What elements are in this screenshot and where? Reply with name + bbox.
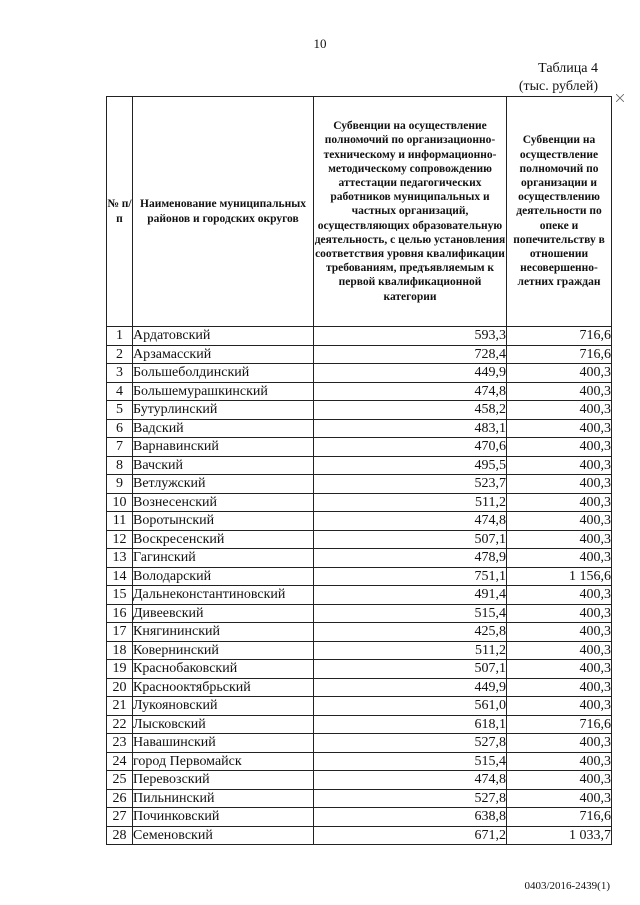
row-number: 20 — [107, 678, 133, 697]
table-row — [107, 734, 612, 753]
row-number: 16 — [107, 604, 133, 623]
table-row — [107, 623, 612, 642]
certification-subsidy: 671,2 — [314, 826, 507, 845]
district-name: Большеболдинский — [133, 364, 314, 383]
row-number: 10 — [107, 493, 133, 512]
table-row — [107, 567, 612, 586]
table-row — [107, 493, 612, 512]
document-code: 0403/2016-2439(1) — [524, 880, 610, 892]
certification-subsidy: 474,8 — [314, 512, 507, 531]
certification-subsidy: 515,4 — [314, 604, 507, 623]
district-name: Бутурлинский — [133, 401, 314, 420]
district-name: город Первомайск — [133, 752, 314, 771]
district-name: Вадский — [133, 419, 314, 438]
page-number: 10 — [313, 36, 327, 51]
row-number: 22 — [107, 715, 133, 734]
certification-subsidy: 449,9 — [314, 364, 507, 383]
certification-subsidy: 425,8 — [314, 623, 507, 642]
certification-subsidy: 470,6 — [314, 438, 507, 457]
row-number: 5 — [107, 401, 133, 420]
row-number: 27 — [107, 808, 133, 827]
certification-subsidy: 515,4 — [314, 752, 507, 771]
table-row — [107, 604, 612, 623]
district-name: Лукояновский — [133, 697, 314, 716]
guardianship-subsidy: 400,3 — [507, 364, 612, 383]
guardianship-subsidy: 400,3 — [507, 678, 612, 697]
guardianship-subsidy: 400,3 — [507, 549, 612, 568]
district-name: Краснооктябрьский — [133, 678, 314, 697]
district-name: Дивеевский — [133, 604, 314, 623]
certification-subsidy: 474,8 — [314, 382, 507, 401]
table-row — [107, 586, 612, 605]
units-label: (тыс. рублей) — [518, 79, 598, 94]
row-number: 6 — [107, 419, 133, 438]
district-name: Вачский — [133, 456, 314, 475]
certification-subsidy: 523,7 — [314, 475, 507, 494]
row-number: 1 — [107, 327, 133, 346]
guardianship-subsidy: 716,6 — [507, 345, 612, 364]
certification-subsidy: 507,1 — [314, 660, 507, 679]
district-name: Ветлужский — [133, 475, 314, 494]
table-row — [107, 401, 612, 420]
header-num: № п/п — [107, 97, 133, 327]
district-name: Арзамасский — [133, 345, 314, 364]
table-row — [107, 419, 612, 438]
district-name: Краснобаковский — [133, 660, 314, 679]
row-number: 24 — [107, 752, 133, 771]
row-number: 21 — [107, 697, 133, 716]
guardianship-subsidy: 400,3 — [507, 419, 612, 438]
guardianship-subsidy: 1 156,6 — [507, 567, 612, 586]
row-number: 13 — [107, 549, 133, 568]
certification-subsidy: 561,0 — [314, 697, 507, 716]
corner-mark-icon — [616, 94, 624, 102]
guardianship-subsidy: 400,3 — [507, 734, 612, 753]
row-number: 14 — [107, 567, 133, 586]
district-name: Ковернинский — [133, 641, 314, 660]
subsidies-table — [106, 96, 612, 845]
row-number: 23 — [107, 734, 133, 753]
certification-subsidy: 507,1 — [314, 530, 507, 549]
guardianship-subsidy: 400,3 — [507, 493, 612, 512]
table-row — [107, 549, 612, 568]
certification-subsidy: 751,1 — [314, 567, 507, 586]
guardianship-subsidy: 400,3 — [507, 456, 612, 475]
guardianship-subsidy: 400,3 — [507, 401, 612, 420]
table-row — [107, 826, 612, 845]
district-name: Семеновский — [133, 826, 314, 845]
guardianship-subsidy: 400,3 — [507, 660, 612, 679]
table-row — [107, 530, 612, 549]
header-col2: Субвенции на осуществление полномочий по организации и осуществлению деятельности по опеке и попечительству в отношении несовершенно-летних граждан — [507, 97, 612, 327]
header-name: Наименование муниципальных районов и городских округов — [133, 97, 314, 327]
table-row — [107, 808, 612, 827]
district-name: Перевозский — [133, 771, 314, 790]
guardianship-subsidy: 400,3 — [507, 382, 612, 401]
district-name: Починковский — [133, 808, 314, 827]
table-body — [107, 327, 612, 845]
guardianship-subsidy: 716,6 — [507, 327, 612, 346]
table-row — [107, 771, 612, 790]
row-number: 4 — [107, 382, 133, 401]
header-col1: Субвенции на осуществление полномочий по организационно-техническому и информационно-методическому сопровождению аттестации педагогических работников муниципальных и частных организаций, осуществляющих образовательную деятельность, с целью установления соответствия уровня квалификации требованиям, предъявляемым к первой квалификационной категории — [314, 97, 507, 327]
district-name: Воскресенский — [133, 530, 314, 549]
row-number: 18 — [107, 641, 133, 660]
guardianship-subsidy: 716,6 — [507, 715, 612, 734]
certification-subsidy: 527,8 — [314, 789, 507, 808]
district-name: Володарский — [133, 567, 314, 586]
district-name: Дальнеконстантиновский — [133, 586, 314, 605]
certification-subsidy: 728,4 — [314, 345, 507, 364]
certification-subsidy: 478,9 — [314, 549, 507, 568]
certification-subsidy: 474,8 — [314, 771, 507, 790]
district-name: Княгининский — [133, 623, 314, 642]
certification-subsidy: 638,8 — [314, 808, 507, 827]
row-number: 3 — [107, 364, 133, 383]
table-row — [107, 475, 612, 494]
row-number: 28 — [107, 826, 133, 845]
table-row — [107, 438, 612, 457]
guardianship-subsidy: 400,3 — [507, 438, 612, 457]
table-row — [107, 345, 612, 364]
row-number: 19 — [107, 660, 133, 679]
district-name: Пильнинский — [133, 789, 314, 808]
guardianship-subsidy: 400,3 — [507, 530, 612, 549]
row-number: 25 — [107, 771, 133, 790]
row-number: 26 — [107, 789, 133, 808]
certification-subsidy: 449,9 — [314, 678, 507, 697]
certification-subsidy: 483,1 — [314, 419, 507, 438]
table-row — [107, 382, 612, 401]
guardianship-subsidy: 400,3 — [507, 641, 612, 660]
table-row — [107, 327, 612, 346]
row-number: 15 — [107, 586, 133, 605]
row-number: 8 — [107, 456, 133, 475]
table-row — [107, 660, 612, 679]
table-row — [107, 697, 612, 716]
guardianship-subsidy: 400,3 — [507, 586, 612, 605]
district-name: Большемурашкинский — [133, 382, 314, 401]
certification-subsidy: 495,5 — [314, 456, 507, 475]
row-number: 12 — [107, 530, 133, 549]
row-number: 17 — [107, 623, 133, 642]
certification-subsidy: 491,4 — [314, 586, 507, 605]
district-name: Вознесенский — [133, 493, 314, 512]
district-name: Ардатовский — [133, 327, 314, 346]
guardianship-subsidy: 716,6 — [507, 808, 612, 827]
certification-subsidy: 511,2 — [314, 641, 507, 660]
certification-subsidy: 511,2 — [314, 493, 507, 512]
district-name: Варнавинский — [133, 438, 314, 457]
guardianship-subsidy: 400,3 — [507, 771, 612, 790]
guardianship-subsidy: 400,3 — [507, 789, 612, 808]
table-row — [107, 752, 612, 771]
guardianship-subsidy: 400,3 — [507, 697, 612, 716]
guardianship-subsidy: 400,3 — [507, 623, 612, 642]
guardianship-subsidy: 400,3 — [507, 604, 612, 623]
table-row — [107, 456, 612, 475]
table-row — [107, 678, 612, 697]
certification-subsidy: 458,2 — [314, 401, 507, 420]
row-number: 7 — [107, 438, 133, 457]
table-caption: Таблица 4 — [538, 61, 598, 76]
table-row — [107, 641, 612, 660]
table-row — [107, 715, 612, 734]
guardianship-subsidy: 400,3 — [507, 752, 612, 771]
certification-subsidy: 593,3 — [314, 327, 507, 346]
guardianship-subsidy: 400,3 — [507, 475, 612, 494]
district-name: Лысковский — [133, 715, 314, 734]
table-row — [107, 512, 612, 531]
row-number: 11 — [107, 512, 133, 531]
certification-subsidy: 527,8 — [314, 734, 507, 753]
row-number: 9 — [107, 475, 133, 494]
guardianship-subsidy: 400,3 — [507, 512, 612, 531]
table-row — [107, 789, 612, 808]
row-number: 2 — [107, 345, 133, 364]
table-row — [107, 364, 612, 383]
guardianship-subsidy: 1 033,7 — [507, 826, 612, 845]
district-name: Гагинский — [133, 549, 314, 568]
district-name: Навашинский — [133, 734, 314, 753]
certification-subsidy: 618,1 — [314, 715, 507, 734]
district-name: Воротынский — [133, 512, 314, 531]
